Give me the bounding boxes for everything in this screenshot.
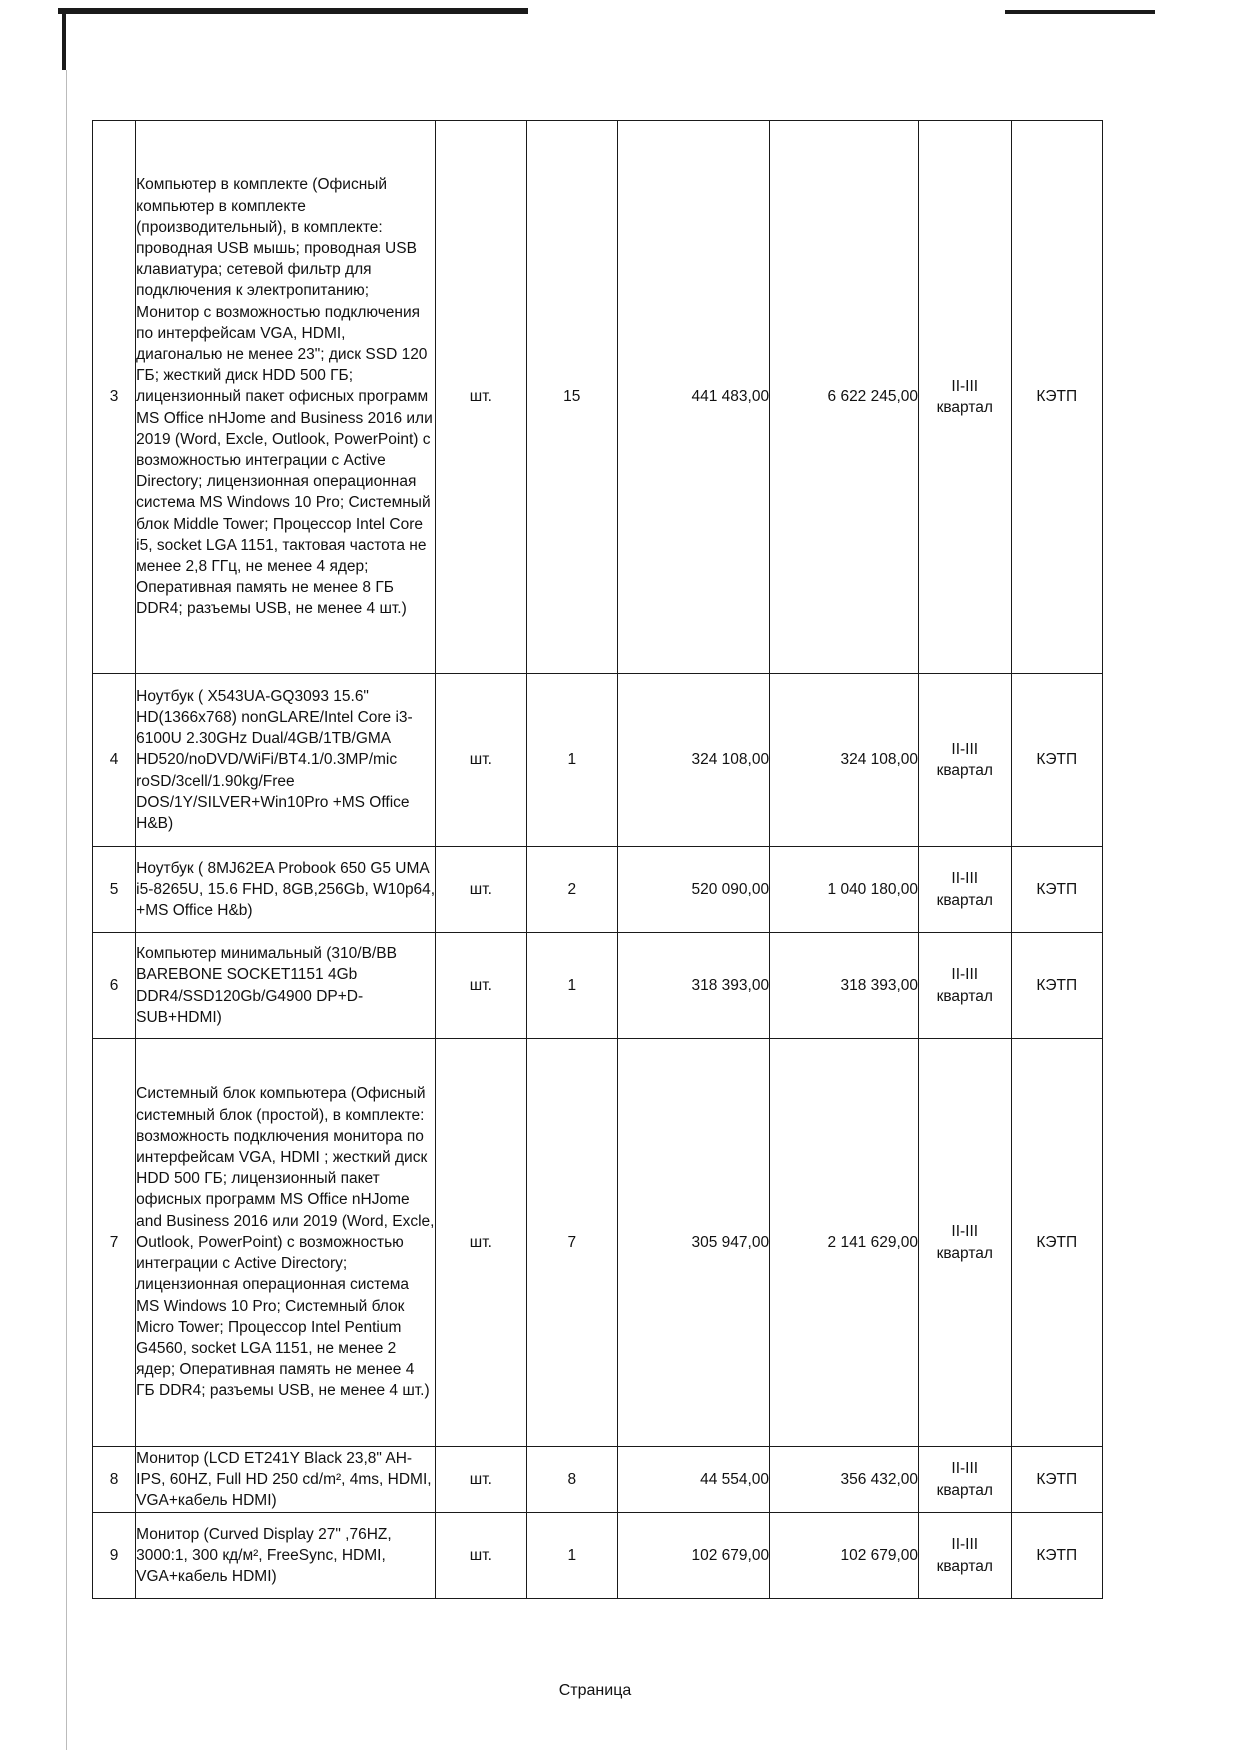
unit-price: 441 483,00 <box>618 121 770 674</box>
period-label: квартал <box>936 1557 993 1575</box>
total-price: 356 432,00 <box>770 1447 919 1513</box>
table-row <box>93 933 1103 1039</box>
item-description: Ноутбук ( X543UA-GQ3093 15.6" HD(1366x768) nonGLARE/Intel Core i3-6100U 2.30GHz Dual/4GB/1TB/GMA HD520/noDVD/WiFi/BT4.1/0.3MP/mic roSD/3cell/1.90kg/Free DOS/1Y/SILVER+Win10Pro +MS Office H&B) <box>136 674 436 847</box>
table-row <box>93 1447 1103 1513</box>
procurement-table <box>92 120 1103 1599</box>
period-label: квартал <box>936 1244 993 1262</box>
total-price: 102 679,00 <box>770 1513 919 1599</box>
period-quarters: II-III <box>951 1536 979 1554</box>
unit: шт. <box>436 1513 526 1599</box>
procurement-method: КЭТП <box>1011 1447 1103 1513</box>
quantity: 1 <box>526 1513 617 1599</box>
delivery-period <box>919 1039 1011 1447</box>
period-quarters: II-III <box>951 1223 979 1241</box>
unit: шт. <box>436 847 526 933</box>
delivery-period <box>919 847 1011 933</box>
unit-price: 305 947,00 <box>618 1039 770 1447</box>
table-row <box>93 121 1103 674</box>
period-quarters: II-III <box>951 740 979 758</box>
total-price: 1 040 180,00 <box>770 847 919 933</box>
period-label: квартал <box>936 399 993 416</box>
total-price: 6 622 245,00 <box>770 121 919 674</box>
unit: шт. <box>436 1039 526 1447</box>
period-quarters: II-III <box>951 966 979 984</box>
procurement-method: КЭТП <box>1011 847 1103 933</box>
row-number: 8 <box>93 1447 136 1513</box>
delivery-period <box>919 933 1011 1039</box>
table-row <box>93 674 1103 847</box>
period-quarters: II-III <box>951 870 979 888</box>
period-label: квартал <box>936 762 993 779</box>
total-price: 324 108,00 <box>770 674 919 847</box>
unit-price: 318 393,00 <box>618 933 770 1039</box>
unit: шт. <box>436 1447 526 1513</box>
unit: шт. <box>436 674 526 847</box>
quantity: 2 <box>526 847 617 933</box>
table-row <box>93 1513 1103 1599</box>
period-quarters: II-III <box>951 377 979 395</box>
quantity: 7 <box>526 1039 617 1447</box>
page-footer-label: Страница <box>558 1682 632 1699</box>
procurement-method: КЭТП <box>1011 1513 1103 1599</box>
item-description: Монитор (LCD ET241Y Black 23,8" AH-IPS, 60HZ, Full HD 250 cd/m², 4ms, HDMI, VGA+кабель HDMI) <box>136 1447 436 1513</box>
scan-edge-line <box>66 70 67 1750</box>
period-label: квартал <box>936 987 993 1005</box>
row-number: 9 <box>93 1513 136 1599</box>
scan-artifact-top <box>58 8 528 14</box>
delivery-period <box>919 674 1011 847</box>
unit-price: 324 108,00 <box>618 674 770 847</box>
table-row <box>93 1039 1103 1447</box>
table-row <box>93 847 1103 933</box>
procurement-method: КЭТП <box>1011 1039 1103 1447</box>
row-number: 3 <box>93 121 136 674</box>
delivery-period <box>919 121 1011 674</box>
period-quarters: II-III <box>951 1460 979 1478</box>
quantity: 1 <box>526 933 617 1039</box>
quantity: 15 <box>526 121 617 674</box>
total-price: 318 393,00 <box>770 933 919 1039</box>
period-label: квартал <box>936 1481 993 1499</box>
delivery-period <box>919 1447 1011 1513</box>
scan-artifact-right <box>1005 10 1155 14</box>
unit-price: 102 679,00 <box>618 1513 770 1599</box>
item-description: Монитор (Curved Display 27" ,76HZ, 3000:1, 300 кд/м², FreeSync, HDMI, VGA+кабель HDMI) <box>136 1513 436 1599</box>
unit-price: 520 090,00 <box>618 847 770 933</box>
scan-artifact-left <box>62 10 66 70</box>
row-number: 5 <box>93 847 136 933</box>
item-description: Системный блок компьютера (Офисный системный блок (простой), в комплекте: возможность подключения монитора по интерфейсам VGA, HDMI ; жесткий диск HDD 500 ГБ; лицензионный пакет офисных программ MS Office nHJome and Business 2016 или 2019 (Word, Excle, Outlook, PowerPoint) с возможностью интеграции с Active Directory; лицензионная операционная система MS Windows 10 Pro; Системный блок Micro Tower; Процессор Intel Pentium G4560, socket LGA 1151, не менее 2 ядер; Оперативная память не менее 4 ГБ DDR4; разъемы USB, не менее 4 шт.) <box>136 1039 436 1447</box>
procurement-method: КЭТП <box>1011 121 1103 674</box>
row-number: 4 <box>93 674 136 847</box>
quantity: 1 <box>526 674 617 847</box>
quantity: 8 <box>526 1447 617 1513</box>
unit: шт. <box>436 121 526 674</box>
delivery-period <box>919 1513 1011 1599</box>
procurement-method: КЭТП <box>1011 674 1103 847</box>
unit-price: 44 554,00 <box>618 1447 770 1513</box>
unit: шт. <box>436 933 526 1039</box>
item-description: Компьютер минимальный (310/B/BB BAREBONE SOCKET1151 4Gb DDR4/SSD120Gb/G4900 DP+D-SUB+HDMI) <box>136 933 436 1039</box>
period-label: квартал <box>936 891 993 909</box>
row-number: 6 <box>93 933 136 1039</box>
row-number: 7 <box>93 1039 136 1447</box>
item-description: Компьютер в комплекте (Офисный компьютер в комплекте (производительный), в комплекте: проводная USB мышь; проводная USB клавиатура; сетевой фильтр для подключения к электропитанию; Монитор с возможностью подключения по интерфейсам VGA, HDMI, диагональю не менее 23"; диск SSD 120 ГБ; жесткий диск HDD 500 ГБ; лицензионный пакет офисных программ MS Office nHJome and Business 2016 или 2019 (Word, Excle, Outlook, PowerPoint) с возможностью интеграции с Active Directory; лицензионная операционная система MS Windows 10 Pro; Системный блок Middle Tower; Процессор Intel Core i5, socket LGA 1151, тактовая частота не менее 2,8 ГГц, не менее 4 ядер; Оперативная память не менее 8 ГБ DDR4; разъемы USB, не менее 4 шт.) <box>136 121 436 674</box>
item-description: Ноутбук ( 8MJ62EA Probook 650 G5 UMA i5-8265U, 15.6 FHD, 8GB,256Gb, W10p64, +MS Office H&b) <box>136 847 436 933</box>
procurement-method: КЭТП <box>1011 933 1103 1039</box>
total-price: 2 141 629,00 <box>770 1039 919 1447</box>
